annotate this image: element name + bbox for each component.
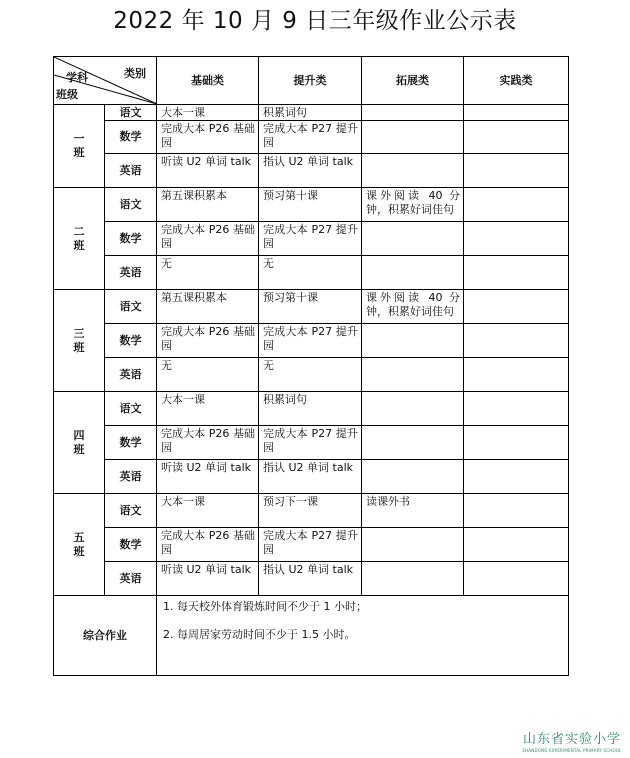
subject-cell: 英语 (105, 460, 157, 494)
subject-cell: 英语 (105, 358, 157, 392)
subject-cell: 数学 (105, 324, 157, 358)
homework-cell (362, 154, 464, 188)
homework-cell: 无 (259, 358, 362, 392)
table-row (54, 121, 569, 154)
class-name-char: 班 (73, 340, 85, 354)
homework-cell (464, 222, 569, 256)
class-name-char: 二 (73, 224, 85, 238)
comprehensive-content (157, 596, 569, 676)
homework-cell (464, 358, 569, 392)
subject-cell: 语文 (105, 392, 157, 426)
category-label: 类别 (124, 67, 146, 80)
table-row (54, 494, 569, 528)
homework-cell: 完成大本 P27 提升园 (259, 426, 362, 460)
homework-cell (362, 426, 464, 460)
table-row (54, 290, 569, 324)
subject-cell: 语文 (105, 105, 157, 121)
class-name-char: 班 (73, 146, 85, 159)
homework-cell (464, 426, 569, 460)
homework-cell (464, 121, 569, 154)
column-header-extend: 拓展类 (362, 57, 464, 105)
class-name-cell (54, 392, 105, 494)
school-logo-english: SHANDONG EXPERIMENTAL PRIMARY SCHOOL (522, 748, 622, 753)
class-name-cell (54, 494, 105, 596)
homework-cell (362, 562, 464, 596)
homework-cell: 指认 U2 单词 talk (259, 460, 362, 494)
table-row (54, 188, 569, 222)
homework-cell (464, 494, 569, 528)
homework-cell: 积累词句 (259, 105, 362, 121)
class-label: 班级 (56, 88, 78, 101)
comprehensive-item: 1. 每天校外体育锻炼时间不少于 1 小时； (163, 600, 367, 613)
class-name-char: 三 (73, 326, 85, 340)
homework-cell: 完成大本 P26 基础园 (157, 121, 259, 154)
homework-cell: 大本一课 (157, 392, 259, 426)
homework-cell: 无 (157, 358, 259, 392)
homework-cell (464, 460, 569, 494)
subject-cell: 英语 (105, 154, 157, 188)
table-row (54, 562, 569, 596)
table-row (54, 392, 569, 426)
homework-cell: 完成大本 P27 提升园 (259, 222, 362, 256)
homework-cell: 大本一课 (157, 494, 259, 528)
subject-cell: 英语 (105, 562, 157, 596)
homework-cell (464, 188, 569, 222)
table-row (54, 105, 569, 121)
homework-cell: 指认 U2 单词 talk (259, 154, 362, 188)
header-row (54, 57, 569, 105)
subject-cell: 数学 (105, 528, 157, 562)
homework-cell: 读课外书 (362, 494, 464, 528)
homework-cell (464, 256, 569, 290)
homework-cell (362, 528, 464, 562)
corner-header-cell (54, 57, 157, 105)
homework-cell: 第五课积累本 (157, 188, 259, 222)
class-name-cell (54, 105, 105, 188)
subject-cell: 语文 (105, 188, 157, 222)
homework-cell (362, 256, 464, 290)
homework-cell (362, 358, 464, 392)
table-row (54, 154, 569, 188)
class-name-char: 四 (73, 428, 85, 442)
subject-cell: 英语 (105, 256, 157, 290)
homework-cell: 第五课积累本 (157, 290, 259, 324)
homework-cell: 无 (259, 256, 362, 290)
comprehensive-row (54, 596, 569, 676)
class-name-char: 班 (73, 544, 85, 558)
homework-cell (464, 324, 569, 358)
subject-cell: 数学 (105, 121, 157, 154)
column-header-practice: 实践类 (464, 57, 569, 105)
homework-cell (464, 528, 569, 562)
table-row (54, 358, 569, 392)
class-name-char: 班 (73, 238, 85, 252)
school-logo (522, 728, 622, 753)
homework-cell: 听读 U2 单词 talk (157, 154, 259, 188)
homework-cell: 完成大本 P26 基础园 (157, 222, 259, 256)
homework-cell (464, 105, 569, 121)
column-header-improve: 提升类 (259, 57, 362, 105)
homework-cell: 积累词句 (259, 392, 362, 426)
homework-cell: 完成大本 P27 提升园 (259, 528, 362, 562)
homework-cell (464, 290, 569, 324)
subject-cell: 语文 (105, 494, 157, 528)
class-name-cell (54, 290, 105, 392)
homework-cell: 预习第十课 (259, 188, 362, 222)
homework-cell: 预习第十课 (259, 290, 362, 324)
table-row (54, 222, 569, 256)
homework-cell (362, 324, 464, 358)
homework-cell: 指认 U2 单词 talk (259, 562, 362, 596)
homework-cell: 听读 U2 单词 talk (157, 460, 259, 494)
comprehensive-item: 2. 每周居家劳动时间不少于 1.5 小时。 (163, 628, 356, 641)
subject-label: 学科 (66, 71, 88, 84)
homework-cell (362, 460, 464, 494)
homework-cell (362, 121, 464, 154)
homework-cell: 完成大本 P26 基础园 (157, 324, 259, 358)
homework-cell: 课外阅读 40 分钟，积累好词佳句 (362, 290, 464, 324)
homework-cell (362, 392, 464, 426)
homework-cell (362, 222, 464, 256)
school-logo-name: 山东省实验小学 (522, 732, 621, 747)
column-header-basic: 基础类 (157, 57, 259, 105)
table-row (54, 324, 569, 358)
table-row (54, 460, 569, 494)
homework-cell: 完成大本 P26 基础园 (157, 528, 259, 562)
table-row (54, 528, 569, 562)
homework-cell: 课外阅读 40 分钟，积累好词佳句 (362, 188, 464, 222)
homework-cell (362, 105, 464, 121)
homework-cell (464, 154, 569, 188)
table-row (54, 256, 569, 290)
homework-cell: 完成大本 P26 基础园 (157, 426, 259, 460)
homework-cell (464, 392, 569, 426)
class-name-char: 班 (73, 442, 85, 456)
table-row (54, 426, 569, 460)
subject-cell: 语文 (105, 290, 157, 324)
class-name-cell (54, 188, 105, 290)
subject-cell: 数学 (105, 222, 157, 256)
comprehensive-label: 综合作业 (54, 596, 157, 676)
class-name-char: 一 (73, 132, 85, 145)
homework-cell: 预习下一课 (259, 494, 362, 528)
homework-cell: 完成大本 P27 提升园 (259, 324, 362, 358)
homework-table (53, 56, 569, 676)
homework-cell: 听读 U2 单词 talk (157, 562, 259, 596)
homework-cell (464, 562, 569, 596)
homework-cell: 大本一课 (157, 105, 259, 121)
page-title: 2022 年 10 月 9 日三年级作业公示表 (113, 8, 517, 34)
subject-cell: 数学 (105, 426, 157, 460)
homework-cell: 完成大本 P27 提升园 (259, 121, 362, 154)
homework-cell: 无 (157, 256, 259, 290)
class-name-char: 五 (73, 530, 85, 544)
